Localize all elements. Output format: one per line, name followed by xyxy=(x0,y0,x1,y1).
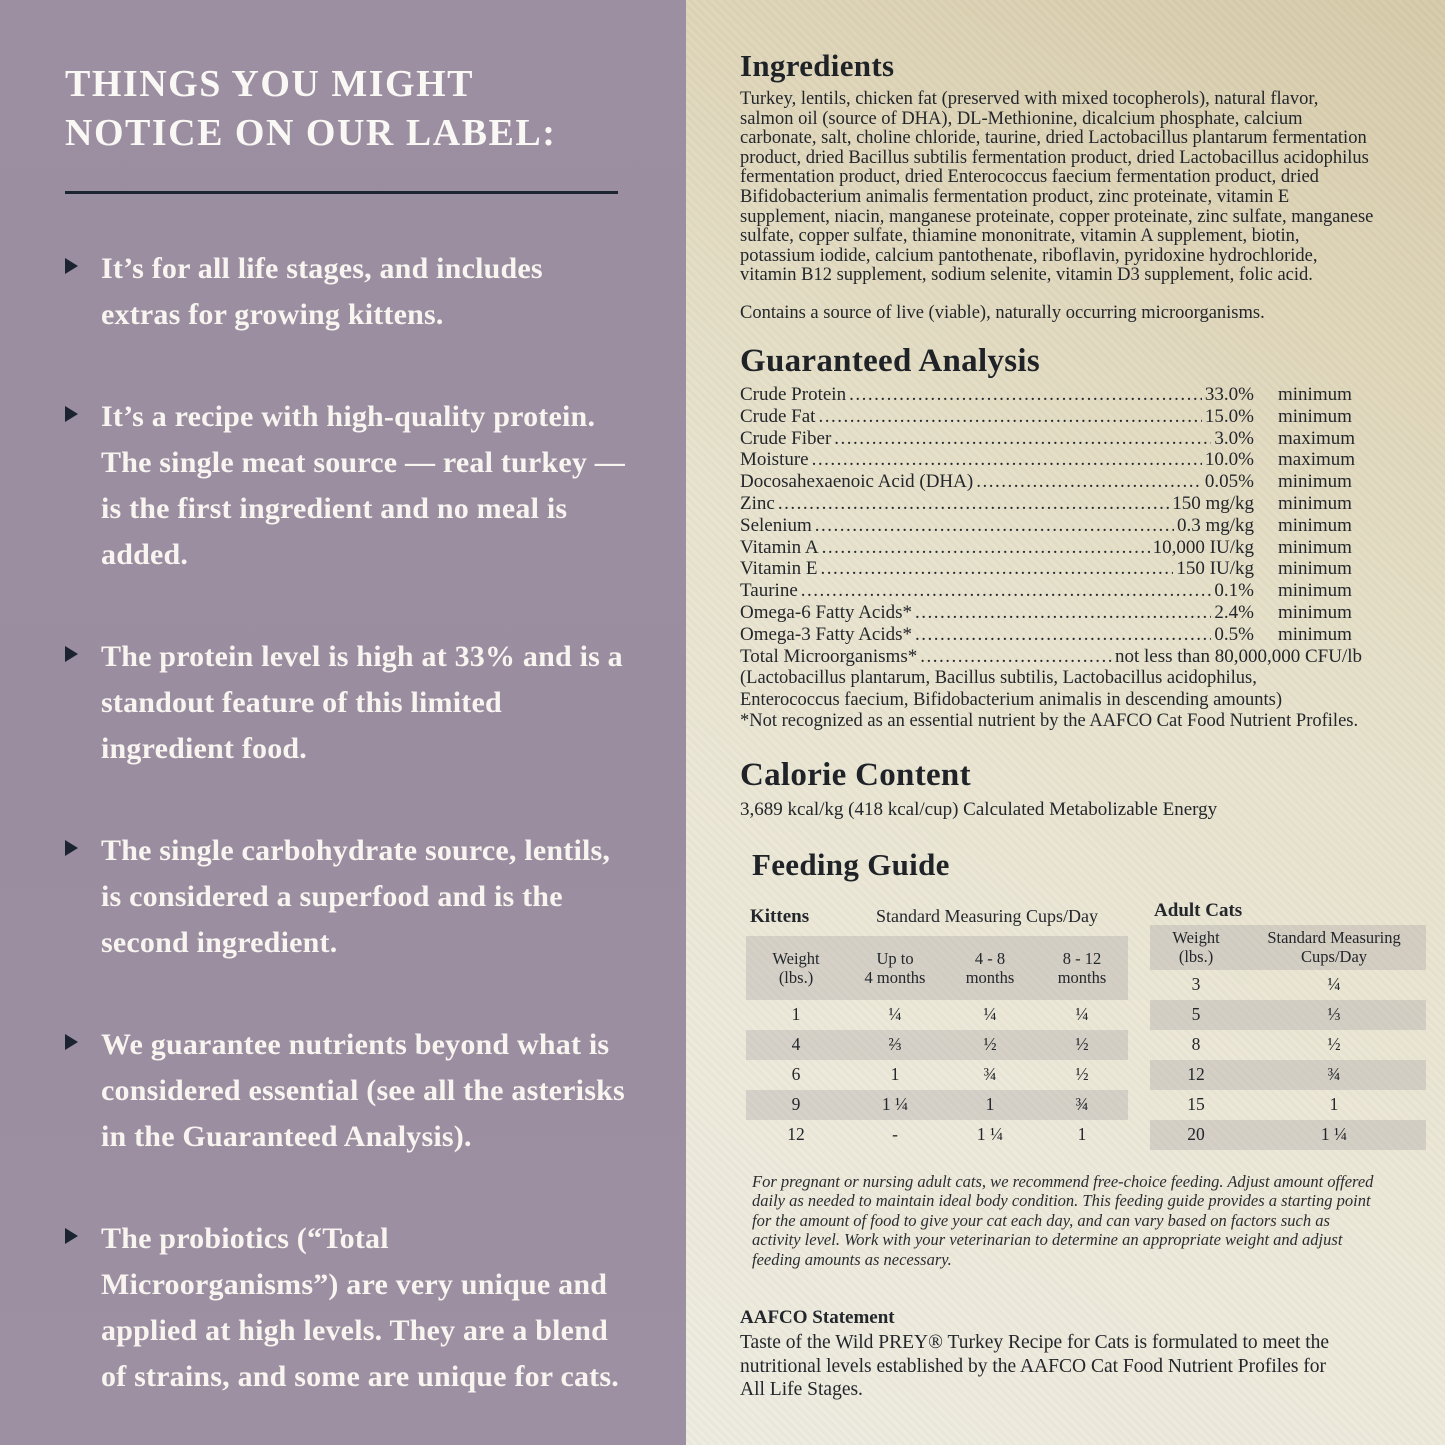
ga-qualifier: minimum xyxy=(1278,580,1352,602)
feeding-guide-note: For pregnant or nursing adult cats, we recommend free-choice feeding. Adjust amount offered daily as needed to maintain ideal body condition. This feeding guide provides a starting point for the amount of food to give your cat each day, and can vary based on factors such as activity level. Work with your veterinarian to determine an appropriate weight and adjust feeding amounts as necessary. xyxy=(752,1171,1374,1269)
ga-qualifier: minimum xyxy=(1278,471,1352,493)
aafco-statement-section xyxy=(740,1307,1415,1402)
ga-nutrient-name: Total Microorganisms* xyxy=(740,645,918,667)
ga-nutrient-name: Crude Protein xyxy=(740,383,847,405)
fg-cell: ⅓ xyxy=(1242,1000,1426,1030)
fg-cell: 1 xyxy=(1077,1124,1087,1145)
ga-value: not less than 80,000,000 CFU/lb xyxy=(1114,645,1362,667)
guaranteed-analysis-rows xyxy=(740,384,1362,667)
ga-nutrient-name: Taurine xyxy=(740,580,798,602)
fg-data-row xyxy=(1150,970,1426,1000)
bullet-item xyxy=(65,394,628,578)
fg-cell: ¾ xyxy=(1036,1090,1128,1120)
ga-value: 10,000 IU/kg xyxy=(1152,536,1254,558)
ga-nutrient-name: Omega-6 Fatty Acids* xyxy=(740,601,913,623)
ga-value: 33.0% xyxy=(1204,383,1254,405)
left-panel-title: THINGS YOU MIGHT NOTICE ON OUR LABEL: xyxy=(65,63,557,154)
fg-data-row xyxy=(1150,1000,1426,1030)
fg-cell: ¼ xyxy=(888,1004,902,1025)
dot-leader xyxy=(820,558,1173,580)
fg-cell: 1 xyxy=(1329,1094,1339,1115)
fg-header-row xyxy=(1150,897,1426,925)
ga-qualifier: minimum xyxy=(1278,405,1352,427)
ga-value: 0.05% xyxy=(1204,471,1254,493)
feeding-guide-tables xyxy=(746,897,1415,1150)
feeding-guide-heading: Feeding Guide xyxy=(752,846,950,882)
ga-row xyxy=(740,537,1362,559)
kittens-feeding-table xyxy=(746,897,1128,1150)
bullet-text: The probiotics (“Total Microorganisms”) are very unique and applied at high levels. They are a blend of strains, and some are unique for cats. xyxy=(101,1222,619,1394)
ga-footnote-line: (Lactobacillus plantarum, Bacillus subtilis, Lactobacillus acidophilus, xyxy=(740,668,1257,689)
dot-leader xyxy=(822,537,1150,559)
bullet-item xyxy=(65,246,628,338)
left-highlights-panel xyxy=(0,0,686,1445)
fg-cell: 5 xyxy=(1150,1000,1242,1030)
fg-data-row xyxy=(746,1030,1128,1060)
ga-nutrient-name: Crude Fat xyxy=(740,405,816,427)
fg-data-row xyxy=(746,1120,1128,1150)
fg-data-row xyxy=(746,1000,1128,1030)
fg-cell: 9 xyxy=(746,1090,846,1120)
bullet-triangle-icon xyxy=(65,1228,78,1244)
ga-row xyxy=(740,493,1362,515)
adults-table-body xyxy=(1150,897,1426,1150)
fg-cell: 12 xyxy=(1150,1060,1242,1090)
fg-cell: ¾ xyxy=(983,1064,997,1085)
ga-value: 0.1% xyxy=(1214,580,1254,602)
guaranteed-analysis-heading: Guaranteed Analysis xyxy=(740,342,1040,379)
bullet-text: The single carbohydrate source, lentils, is considered a superfood and is the second ingredient. xyxy=(101,834,611,960)
ga-row xyxy=(740,428,1362,450)
bullet-text: It’s for all life stages, and includes extras for growing kittens. xyxy=(101,252,543,332)
bullet-triangle-icon xyxy=(65,406,78,422)
dot-leader xyxy=(849,384,1202,406)
fg-data-row xyxy=(746,1090,1128,1120)
fg-span-header: Standard Measuring Cups/Day xyxy=(876,906,1098,927)
kittens-table-body xyxy=(746,897,1128,1150)
aafco-text: Taste of the Wild PREY® Turkey Recipe for Cats is formulated to meet the nutritional levels established by the AAFCO Cat Food Nutrient Profiles for All Life Stages. xyxy=(740,1332,1330,1401)
highlights-bullet-list xyxy=(65,246,628,1400)
fg-cell: 1 ¼ xyxy=(976,1124,1004,1145)
fg-cell: 1 ¼ xyxy=(846,1090,944,1120)
ga-value: 2.4% xyxy=(1214,601,1254,623)
fg-cell: ¼ xyxy=(1327,974,1341,995)
dot-leader xyxy=(818,406,1201,428)
ga-value: 15.0% xyxy=(1204,405,1254,427)
fg-cell: 6 xyxy=(791,1064,801,1085)
ga-row xyxy=(740,515,1362,537)
guaranteed-analysis-footnotes xyxy=(740,668,1380,733)
bullet-item xyxy=(65,1216,628,1400)
fg-cell: 1 xyxy=(890,1064,900,1085)
calorie-content-heading: Calorie Content xyxy=(740,756,971,793)
fg-table-label: Kittens xyxy=(750,905,810,927)
fg-cell: 1 xyxy=(791,1004,801,1025)
ingredients-heading: Ingredients xyxy=(740,48,895,83)
fg-cell: 1 xyxy=(944,1090,1036,1120)
ga-qualifier: maximum xyxy=(1278,449,1356,471)
dot-leader xyxy=(801,580,1212,602)
fg-cell: ½ xyxy=(1036,1030,1128,1060)
ga-row xyxy=(740,449,1362,471)
ga-row xyxy=(740,471,1362,493)
aafco-heading: AAFCO Statement xyxy=(740,1307,895,1329)
bullet-text: The protein level is high at 33% and is a standout feature of this limited ingredient food. xyxy=(101,640,623,766)
fg-data-row xyxy=(1150,1090,1426,1120)
ga-row xyxy=(740,624,1362,646)
fg-cell: - xyxy=(892,1124,898,1145)
fg-cell: 15 xyxy=(1187,1094,1205,1115)
fg-column-header: Up to 4 months xyxy=(846,936,944,999)
ga-nutrient-name: Selenium xyxy=(740,514,812,536)
feeding-guide-section xyxy=(752,847,1415,1269)
ga-footnote-line: Enterococcus faecium, Bifidobacterium animalis in descending amounts) xyxy=(740,689,1282,710)
bullet-item xyxy=(65,1022,628,1160)
ga-row xyxy=(740,558,1362,580)
ga-value: 150 mg/kg xyxy=(1172,492,1254,514)
dot-leader xyxy=(915,602,1211,624)
bullet-triangle-icon xyxy=(65,646,78,662)
ga-nutrient-name: Vitamin A xyxy=(740,536,819,558)
fg-column-header: Standard Measuring Cups/Day xyxy=(1242,925,1426,970)
ingredients-note: Contains a source of live (viable), naturally occurring microorganisms. xyxy=(740,302,1265,323)
ga-value: 10.0% xyxy=(1204,449,1254,471)
ga-row xyxy=(740,602,1362,624)
bullet-triangle-icon xyxy=(65,840,78,856)
ga-row xyxy=(740,384,1362,406)
fg-column-header: Weight (lbs.) xyxy=(746,936,846,999)
ingredients-section xyxy=(740,48,1415,323)
fg-cell: ½ xyxy=(1327,1034,1341,1055)
bullet-triangle-icon xyxy=(65,258,78,274)
ga-value: 150 IU/kg xyxy=(1176,558,1254,580)
ga-qualifier: minimum xyxy=(1278,514,1352,536)
ga-value: 3.0% xyxy=(1214,427,1254,449)
fg-cell: 20 xyxy=(1150,1120,1242,1150)
dot-leader xyxy=(976,471,1202,493)
dot-leader xyxy=(834,428,1211,450)
dot-leader xyxy=(778,493,1169,515)
dot-leader xyxy=(915,624,1211,646)
ga-row xyxy=(740,646,1362,668)
ga-qualifier: maximum xyxy=(1278,427,1356,449)
ga-qualifier: minimum xyxy=(1278,536,1352,558)
ga-nutrient-name: Crude Fiber xyxy=(740,427,832,449)
ga-row xyxy=(740,406,1362,428)
ga-qualifier: minimum xyxy=(1278,623,1352,645)
bullet-triangle-icon xyxy=(65,1034,78,1050)
fg-column-header: Weight (lbs.) xyxy=(1150,925,1242,970)
fg-data-row xyxy=(1150,1030,1426,1060)
fg-data-row xyxy=(1150,1120,1426,1150)
fg-column-header: 8 - 12 months xyxy=(1036,936,1128,999)
divider-line xyxy=(65,191,618,194)
fg-table-label: Adult Cats xyxy=(1154,899,1243,921)
fg-cell: 1 ¼ xyxy=(1242,1120,1426,1150)
calorie-content-text: 3,689 kcal/kg (418 kcal/cup) Calculated Metabolizable Energy xyxy=(740,798,1218,820)
ga-nutrient-name: Moisture xyxy=(740,449,809,471)
ga-nutrient-name: Docosahexaenoic Acid (DHA) xyxy=(740,471,974,493)
ga-row xyxy=(740,580,1362,602)
fg-cell: 3 xyxy=(1191,974,1201,995)
ingredients-text: Turkey, lentils, chicken fat (preserved with mixed tocopherols), natural flavor, salmon oil (source of DHA), DL-Methionine, dicalcium phosphate, calcium carbonate, salt, choline chloride, taurine, dried Lactobacillus plantarum fermentation product, dried Bacillus subtilis fermentation product, dried Lactobacillus acidophilus fermentation product, dried Enterococcus faecium fermentation product, dried Bifidobacterium animalis fermentation product, zinc proteinate, vitamin E supplement, niacin, manganese proteinate, copper proteinate, zinc sulfate, manganese sulfate, copper sulfate, thiamine mononitrate, vitamin A supplement, biotin, potassium iodide, calcium pantothenate, riboflavin, pyridoxine hydrochloride, vitamin B12 supplement, sodium selenite, vitamin D3 supplement, folic acid. xyxy=(740,89,1374,286)
fg-column-header-row xyxy=(746,936,1128,999)
fg-header-row xyxy=(746,897,1128,937)
fg-data-row xyxy=(746,1060,1128,1090)
fg-cell: ½ xyxy=(1075,1064,1089,1085)
label-info-panel xyxy=(686,0,1445,1445)
fg-cell: 8 xyxy=(1191,1034,1201,1055)
ga-qualifier: minimum xyxy=(1278,492,1352,514)
bullet-text: It’s a recipe with high-quality protein. The single meat source — real turkey — is the first ingredient and no meal is added. xyxy=(101,400,625,572)
ga-value: 0.3 mg/kg xyxy=(1176,514,1254,536)
ga-footnote-line: *Not recognized as an essential nutrient by the AAFCO Cat Food Nutrient Profiles. xyxy=(740,711,1359,732)
bullet-text: We guarantee nutrients beyond what is considered essential (see all the asterisks in the Guaranteed Analysis). xyxy=(101,1028,625,1154)
fg-cell: ½ xyxy=(944,1030,1036,1060)
ga-nutrient-name: Omega-3 Fatty Acids* xyxy=(740,623,913,645)
dot-leader xyxy=(920,646,1112,668)
ga-nutrient-name: Zinc xyxy=(740,492,775,514)
ga-value: 0.5% xyxy=(1214,623,1254,645)
fg-cell: 4 xyxy=(746,1030,846,1060)
fg-cell: ¼ xyxy=(983,1004,997,1025)
ga-nutrient-name: Vitamin E xyxy=(740,558,818,580)
fg-cell: ⅔ xyxy=(846,1030,944,1060)
fg-data-row xyxy=(1150,1060,1426,1090)
bullet-item xyxy=(65,828,628,966)
ga-qualifier: minimum xyxy=(1278,601,1352,623)
guaranteed-analysis-section xyxy=(740,343,1415,733)
fg-cell: ¾ xyxy=(1242,1060,1426,1090)
dot-leader xyxy=(815,515,1174,537)
fg-column-header: 4 - 8 months xyxy=(944,936,1036,999)
dot-leader xyxy=(812,449,1202,471)
bullet-item xyxy=(65,634,628,772)
ga-qualifier: minimum xyxy=(1278,558,1352,580)
adult-cats-feeding-table xyxy=(1150,897,1426,1150)
ga-qualifier: minimum xyxy=(1278,383,1352,405)
fg-column-header-row xyxy=(1150,925,1426,970)
fg-cell: 12 xyxy=(787,1124,805,1145)
fg-cell: ¼ xyxy=(1075,1004,1089,1025)
calorie-content-section xyxy=(740,757,1415,821)
